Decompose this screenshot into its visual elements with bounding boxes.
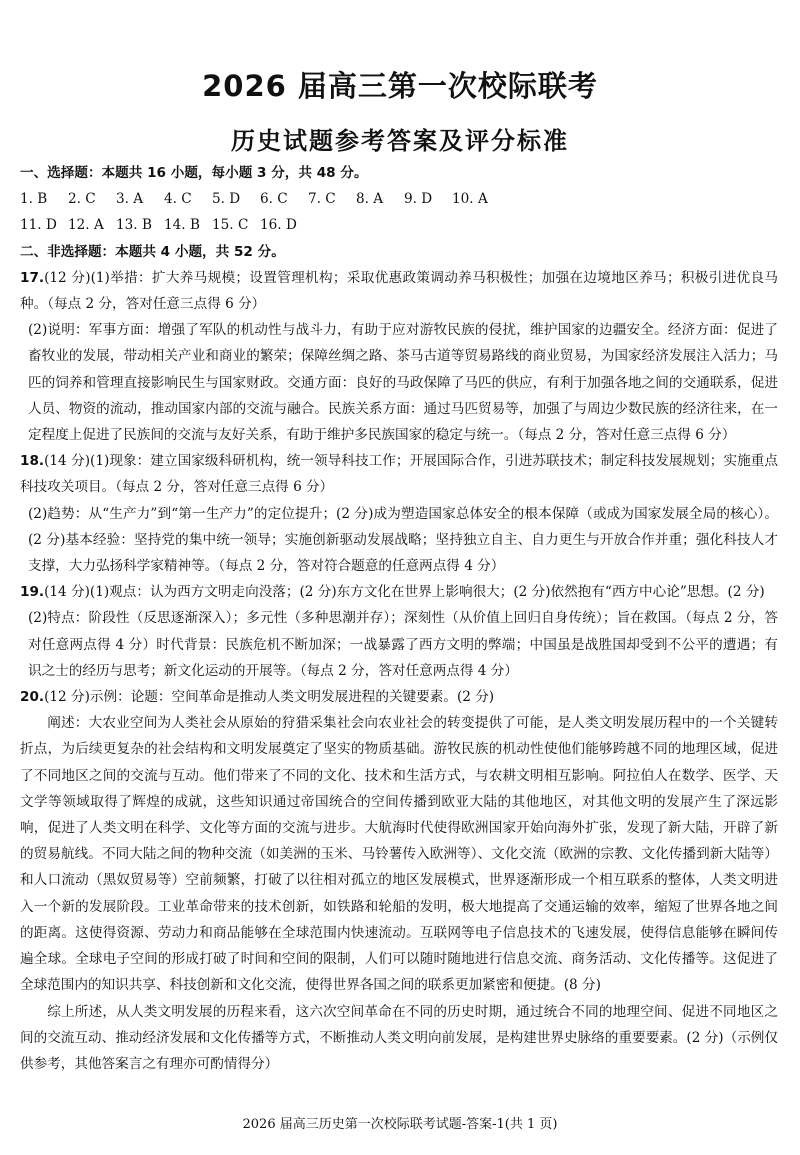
mc-answer: 8. A [356,191,384,208]
q17-part2: (2)说明：军事方面：增强了军队的机动性与战斗力，有助于应对游牧民族的侵扰，维护国家的边疆安全。经济方面：促进了畜牧业的发展，带动相关产业和商业的繁荣；保障丝绸之路、茶马古道等贸易路线的商业贸易，为国家经济发展注入活力；马匹的饲养和管理直接影响民生与国家财政。交通方面：良好的马政保障了马匹的供应，有利于加强各地之间的交通联系，促进人员、物资的流动，推动国家内部的交流与融合。民族关系方面：通过马匹贸易等，加强了与周边少数民族的经济往来，在一定程度上促进了民族间的交流与友好关系，有助于维护多民族国家的稳定与统一。（每点 2 分，答对任意三点得 6 分） [28,322,778,444]
section2-heading: 二、非选择题：本题共 4 小题，共 52 分。 [20,243,285,260]
q18-part1 [20,448,778,500]
section1-heading: 一、选择题：本题共 16 小题，每小题 3 分，共 48 分。 [20,165,368,181]
answer-body [20,160,778,1077]
mc-answer: 15. C [212,217,249,234]
mc-answer: 6. C [260,191,288,208]
mc-answer: 11. D [20,217,57,234]
mc-answer: 13. B [116,217,152,234]
q20-part3: 综上所述，从人类文明发展的历程来看，这六次空间革命在不同的历史时期，通过统合不同的地理空间、促进不同地区之间的交流互动、推动经济发展和文化传播等方式，不断推动人类文明向前发展，是构建世界史脉络的重要要素。(2 分)（示例仅供参考，其他答案言之有理亦可酌情得分） [20,1003,778,1072]
page-footer: 2026 届高三历史第一次校际联考试题-答案-1(共 1 页) [242,1117,558,1132]
mc-answer: 4. C [164,191,192,208]
q18-part2: (2)趋势：从“生产力”到“第一生产力”的定位提升；(2 分)成为塑造国家总体安全的根本保障（或成为国家发展全局的核心）。(2 分)基本经验：坚持党的集中统一领导；实施创新驱动发展战略；坚持独立自主、自力更生与开放合作并重；强化科技人才支撑，大力弘扬科学家精神等。（每点 2 分，答对符合题意的任意两点得 4 分） [28,505,778,575]
mc-answer: 12. A [68,217,104,234]
q20-number: 20. [20,689,45,706]
q17-number: 17. [20,269,45,286]
q20-part1 [20,684,778,710]
mc-answer: 7. C [308,191,336,208]
q19-part2: (2)特点：阶段性（反思逐渐深入）；多元性（多种思潮并存）；深刻性（从价值上回归自身传统）；旨在救国。（每点 2 分，答对任意两点得 4 分）时代背景：民族危机不断加深；一战暴露了西方文明的弊端；中国虽是战胜国却受到不公平的遭遇；有识之士的经历与思考；新文化运动的开展等。（每点 2 分，答对任意两点得 4 分） [28,610,778,679]
mc-answer: 1. B [20,191,48,208]
exam-subtitle: 历史试题参考答案及评分标准 [231,127,569,155]
mc-answer: 9. D [404,191,433,208]
mc-answer: 3. A [116,191,144,208]
mc-answers-row1 [20,186,778,212]
mc-answer: 5. D [212,191,241,208]
mc-answer: 2. C [68,191,96,208]
q19-text1: (14 分)(1)观点：认为西方文明走向没落；(2 分)东方文化在世界上影响很大；(2 分)依然抱有“西方中心论”思想。(2 分) [44,584,765,601]
mc-answers-row2 [20,212,778,238]
mc-answer: 14. B [164,217,200,234]
q17-part1 [20,265,778,317]
exam-title: 2026 届高三第一次校际联考 [202,69,598,103]
q18-text1: (14 分)(1)现象：建立国家级科研机构，统一领导科技工作；开展国际合作，引进苏联技术；制定科技发展规划；实施重点科技攻关项目。（每点 2 分，答对任意三点得 6 分） [20,453,778,496]
mc-answer: 10. A [452,191,488,208]
q17-text1: (12 分)(1)举措：扩大养马规模；设置管理机构；采取优惠政策调动养马积极性；加强在边境地区养马；积极引进优良马种。（每点 2 分，答对任意三点得 6 分） [20,269,778,313]
q18-number: 18. [20,453,45,470]
mc-answer: 16. D [260,217,297,234]
q20-part2: 阐述：大农业空间为人类社会从原始的狩猎采集社会向农业社会的转变提供了可能，是人类文明发展历程中的一个关键转折点，为后续更复杂的社会结构和文明发展奠定了坚实的物质基础。游牧民族的机动性使他们能够跨越不同的地理区域，促进了不同地区之间的交流与互动。他们带来了不同的文化、技术和生活方式，与农耕文明相互影响。阿拉伯人在数学、医学、天文学等领域取得了辉煌的成就，这些知识通过帝国统合的空间传播到欧亚大陆的其他地区，对其他文明的发展产生了深远影响，促进了人类文明在科学、文化等方面的交流与进步。大航海时代使得欧洲国家开始向海外扩张，发现了新大陆，开辟了新的贸易航线。不同大陆之间的物种交流（如美洲的玉米、马铃薯传入欧洲等）、文化交流（欧洲的宗教、文化传播到新大陆等）和人口流动（黑奴贸易等）空前频繁，打破了以往相对孤立的地区发展模式，世界逐渐形成一个相互联系的整体，人类文明进入一个新的发展阶段。工业革命带来的技术创新，如铁路和轮船的发明，极大地提高了交通运输的效率，缩短了世界各地之间的距离。这使得资源、劳动力和商品能够在全球范围内快速流动。互联网等电子信息技术的飞速发展，使得信息能够在瞬间传遍全球。全球电子空间的形成打破了时间和空间的限制，人们可以随时随地进行信息交流、商务活动、文化传播等。这促进了全球范围内的知识共享、科技创新和文化交流，使得世界各国之间的联系更加紧密和便捷。(8 分) [20,715,778,994]
q19-part1 [20,579,778,605]
q20-text1: (12 分)示例：论题：空间革命是推动人类文明发展进程的关键要素。(2 分) [44,689,495,706]
q19-number: 19. [20,584,45,601]
